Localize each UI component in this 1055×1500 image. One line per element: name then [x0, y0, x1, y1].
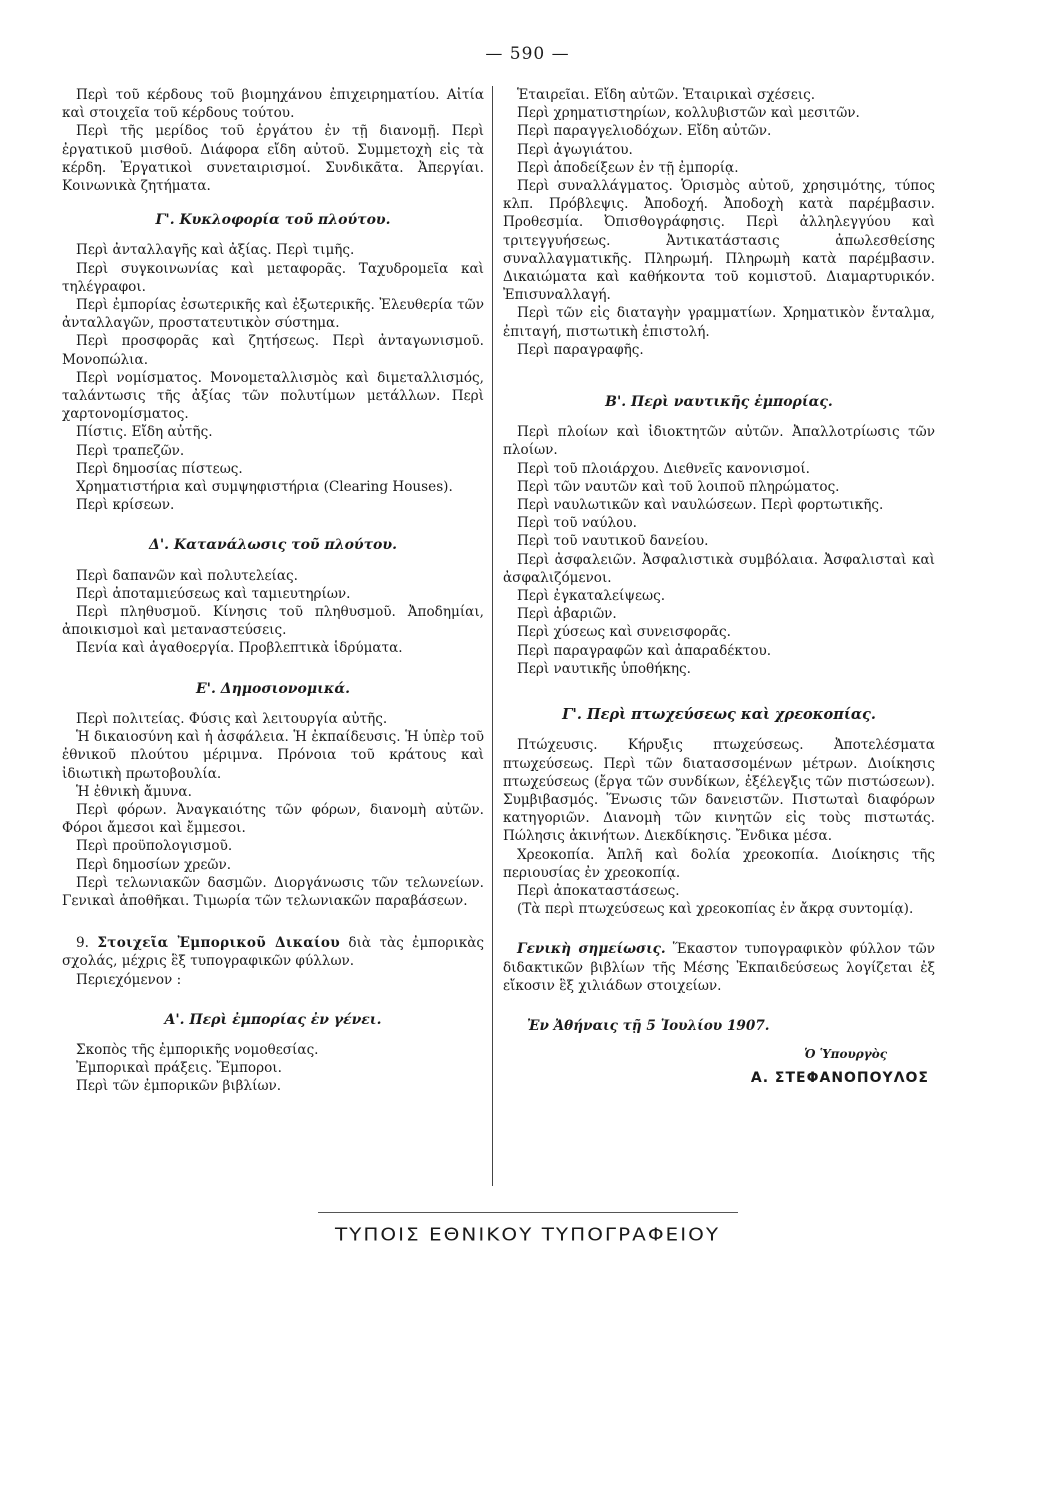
right-column — [503, 86, 935, 1088]
paragraph: Περὶ παραγγελιοδόχων. Εἴδη αὐτῶν. — [517, 123, 772, 140]
paragraph: Περὶ προσφορᾶς καὶ ζητήσεως. Περὶ ἀνταγωνισμοῦ. Μονοπώλια. — [62, 333, 484, 368]
paragraph: Περὶ τῶν ἐμπορικῶν βιβλίων. — [76, 1078, 282, 1095]
section-heading: Β'. Περὶ ναυτικῆς ἐμπορίας. — [605, 394, 833, 411]
paragraph: Περὶ δημοσίας πίστεως. — [76, 460, 243, 477]
paragraph: Περὶ παραγραφῶν καὶ ἀπαραδέκτου. — [517, 642, 772, 659]
footer-rule — [318, 1212, 738, 1213]
paragraph: Περὶ νομίσματος. Μονομεταλλισμὸς καὶ διμεταλλισμός, ταλάντωσις τῆς ἀξίας τῶν πολυτίμων μετάλλων. Περὶ χαρτονομίσματος. — [62, 369, 484, 423]
paragraph: Περὶ χρηματιστηρίων, κολλυβιστῶν καὶ μεσιτῶν. — [517, 105, 860, 122]
paragraph: Περὶ πολιτείας. Φύσις καὶ λειτουργία αὐτῆς. — [76, 710, 388, 727]
paragraph: Περὶ συγκοινωνίας καὶ μεταφορᾶς. Ταχυδρομεῖα καὶ τηλέγραφοι. — [62, 260, 484, 295]
paragraph: Περὶ ἀνταλλαγῆς καὶ ἀξίας. Περὶ τιμῆς. — [76, 242, 355, 259]
left-column — [62, 86, 484, 1096]
paragraph: Περὶ δαπανῶν καὶ πολυτελείας. — [76, 567, 298, 584]
paragraph: Περὶ ἐμπορίας ἐσωτερικῆς καὶ ἐξωτερικῆς. Ἐλευθερία τῶν ἀνταλλαγῶν, προστατευτικὸν σύστημα. — [62, 297, 484, 332]
signature-title: Ὁ Ὑπουργὸς — [804, 1047, 887, 1062]
note-text: Ἕκαστον τυπογραφικὸν φύλλον τῶν διδακτικῶν βιβλίων τῆς Μέσης Ἐκπαιδεύσεως λογίζεται ἐξ εἴκοσιν ἓξ χιλιάδων στοιχείων. — [503, 941, 936, 994]
section-title: Στοιχεῖα Ἐμπορικοῦ Δικαίου — [97, 935, 340, 952]
section-heading: Ε'. Δημοσιονομικά. — [196, 680, 350, 697]
paragraph: Ἡ ἐθνικὴ ἄμυνα. — [76, 783, 192, 800]
paragraph: Περὶ ναυλωτικῶν καὶ ναυλώσεων. Περὶ φορτωτικῆς. — [517, 497, 884, 514]
paragraph: Περὶ κρίσεων. — [76, 497, 175, 514]
paragraph: Περὶ δημοσίων χρεῶν. — [76, 856, 232, 873]
paragraph: Περὶ τῶν εἰς διαταγὴν γραμματίων. Χρηματικὸν ἔνταλμα, ἐπιταγή, πιστωτικὴ ἐπιστολή. — [503, 305, 935, 340]
column-divider — [492, 86, 493, 1186]
paragraph: Χρεοκοπία. Ἁπλῆ καὶ δολία χρεοκοπία. Διοίκησις τῆς περιουσίας ἐν χρεοκοπίᾳ. — [503, 846, 935, 881]
section-text: διὰ τὰς ἐμπορικὰς σχολάς, μέχρις ἓξ τυπογραφικῶν φύλλων. — [62, 935, 485, 970]
paragraph: Πτώχευσις. Κήρυξις πτωχεύσεως. Ἀποτελέσματα πτωχεύσεως. Περὶ τῶν διατασσομένων μέτρων. Διοίκησις πτωχεύσεως (ἔργα τῶν συνδίκων, ἐξέλεγξις τῶν πιστώσεων). Συμβιβασμός. Ἕνωσις τῶν δανειστῶν. Πιστωταὶ διαφόρων κατηγοριῶν. Διανομὴ τῶν κινητῶν εἰς τοὺς πιστωτάς. Πώλησις ἀκινήτων. Διεκδίκησις. Ἔνδικα μέσα. — [503, 737, 935, 845]
section-number: 9. — [76, 935, 89, 952]
section-heading: Δ'. Κατανάλωσις τοῦ πλούτου. — [149, 537, 397, 554]
general-note — [503, 940, 935, 995]
paragraph: Πίστις. Εἴδη αὐτῆς. — [76, 424, 213, 441]
section-heading: Γ'. Κυκλοφορία τοῦ πλούτου. — [155, 212, 391, 229]
signature-name: Α. ΣΤΕΦΑΝΟΠΟΥΛΟΣ — [750, 1070, 929, 1087]
paragraph: Περὶ παραγραφῆς. — [517, 341, 644, 358]
paragraph: Περὶ ἀβαριῶν. — [517, 606, 617, 623]
paragraph: Περὶ πληθυσμοῦ. Κίνησις τοῦ πληθυσμοῦ. Ἀποδημίαι, ἀποικισμοὶ καὶ μεταναστεύσεις. — [62, 604, 484, 639]
paragraph: Περὶ ἀποκαταστάσεως. — [517, 882, 680, 899]
paragraph: Σκοπὸς τῆς ἐμπορικῆς νομοθεσίας. — [76, 1041, 319, 1058]
paragraph: Ἐμπορικαὶ πράξεις. Ἔμποροι. — [76, 1060, 282, 1077]
paragraph: Περὶ τοῦ ναυτικοῦ δανείου. — [517, 533, 709, 550]
paragraph: Περὶ τῶν ναυτῶν καὶ τοῦ λοιποῦ πληρώματος. — [517, 478, 840, 495]
paragraph: Ἑταιρεῖαι. Εἴδη αὐτῶν. Ἑταιρικαὶ σχέσεις. — [517, 87, 816, 103]
page-number: — 590 — — [485, 44, 570, 64]
contents-label: Περιεχόμενον : — [76, 971, 182, 988]
date-line: Ἐν Ἀθήναις τῇ 5 Ἰουλίου 1907. — [527, 1017, 770, 1034]
paragraph: Περὶ ναυτικῆς ὑποθήκης. — [517, 660, 691, 677]
section-nine-paragraph — [62, 934, 484, 970]
paragraph: Περὶ τῆς μερίδος τοῦ ἐργάτου ἐν τῇ διανομῇ. Περὶ ἐργατικοῦ μισθοῦ. Διάφορα εἴδη αὐτοῦ. Συμμετοχὴ εἰς τὰ κέρδη. Ἐργατικοὶ συνεταιρισμοί. Συνδικᾶτα. Ἀπεργίαι. Κοινωνικὰ ζητήματα. — [62, 123, 484, 195]
paragraph: Περὶ χύσεως καὶ συνεισφορᾶς. — [517, 624, 731, 641]
paragraph: Περὶ ἀγωγιάτου. — [517, 141, 633, 158]
note-label: Γενικὴ σημείωσις. — [517, 941, 666, 958]
paragraph: (Τὰ περὶ πτωχεύσεως καὶ χρεοκοπίας ἐν ἄκρᾳ συντομίᾳ). — [517, 901, 914, 918]
section-heading: Α'. Περὶ ἐμπορίας ἐν γένει. — [164, 1011, 382, 1028]
paragraph: Περὶ συναλλάγματος. Ὁρισμὸς αὐτοῦ, χρησιμότης, τύπος κλπ. Πρόβλεψις. Ἀποδοχή. Ἀποδοχὴ κατὰ παρέμβασιν. Προθεσμία. Ὀπισθογράφησις. Περὶ ἀλληλεγγύου καὶ τριτεγγυήσεως. Ἀντικατάστασις ἀπωλεσθείσης συναλλαγματικῆς. Πληρωμή. Πληρωμὴ κατὰ παρέμβασιν. Δικαιώματα καὶ καθήκοντα τοῦ κομιστοῦ. Διαμαρτυρικόν. Ἐπισυναλλαγή. — [503, 178, 935, 304]
paragraph: Περὶ πλοίων καὶ ἰδιοκτητῶν αὐτῶν. Ἀπαλλοτρίωσις τῶν πλοίων. — [503, 424, 935, 459]
paragraph: Περὶ φόρων. Ἀναγκαιότης τῶν φόρων, διανομὴ αὐτῶν. Φόροι ἄμεσοι καὶ ἔμμεσοι. — [62, 801, 484, 837]
section-heading: Γ'. Περὶ πτωχεύσεως καὶ χρεοκοπίας. — [562, 706, 876, 724]
paragraph: Περὶ προϋπολογισμοῦ. — [76, 838, 233, 855]
paragraph: Περὶ τραπεζῶν. — [76, 442, 185, 459]
paragraph: Περὶ τελωνιακῶν δασμῶν. Διοργάνωσις τῶν τελωνείων. Γενικαὶ ἀποθῆκαι. Τιμωρία τῶν τελωνιακῶν παραβάσεων. — [62, 874, 484, 909]
paragraph: Περὶ τοῦ κέρδους τοῦ βιομηχάνου ἐπιχειρηματίου. Αἰτία καὶ στοιχεῖα τοῦ κέρδους τούτου. — [62, 87, 484, 122]
paragraph: Περὶ τοῦ πλοιάρχου. Διεθνεῖς κανονισμοί. — [517, 460, 811, 477]
paragraph: Ἡ δικαιοσύνη καὶ ἡ ἀσφάλεια. Ἡ ἐκπαίδευσις. Ἡ ὑπὲρ τοῦ ἐθνικοῦ πλούτου μέριμνα. Πρόνοια τοῦ κράτους καὶ ἰδιωτικὴ πρωτοβουλία. — [62, 729, 484, 782]
paragraph: Περὶ τοῦ ναύλου. — [517, 515, 637, 532]
paragraph: Περὶ ἐγκαταλείψεως. — [517, 588, 666, 605]
paragraph: Πενία καὶ ἀγαθοεργία. Προβλεπτικὰ ἱδρύματα. — [76, 640, 403, 657]
paragraph: Περὶ ἀποταμιεύσεως καὶ ταμιευτηρίων. — [76, 585, 351, 602]
paragraph: Περὶ ἀποδείξεων ἐν τῇ ἐμπορίᾳ. — [517, 159, 739, 176]
printer-imprint: ΤΥΠΟΙΣ ΕΘΝΙΚΟΥ ΤΥΠΟΓΡΑΦΕΙΟΥ — [334, 1223, 721, 1245]
paragraph: Χρηματιστήρια καὶ συμψηφιστήρια (Clearing Houses). — [76, 479, 453, 496]
paragraph: Περὶ ἀσφαλειῶν. Ἀσφαλιστικὰ συμβόλαια. Ἀσφαλισταὶ καὶ ἀσφαλιζόμενοι. — [503, 551, 935, 586]
